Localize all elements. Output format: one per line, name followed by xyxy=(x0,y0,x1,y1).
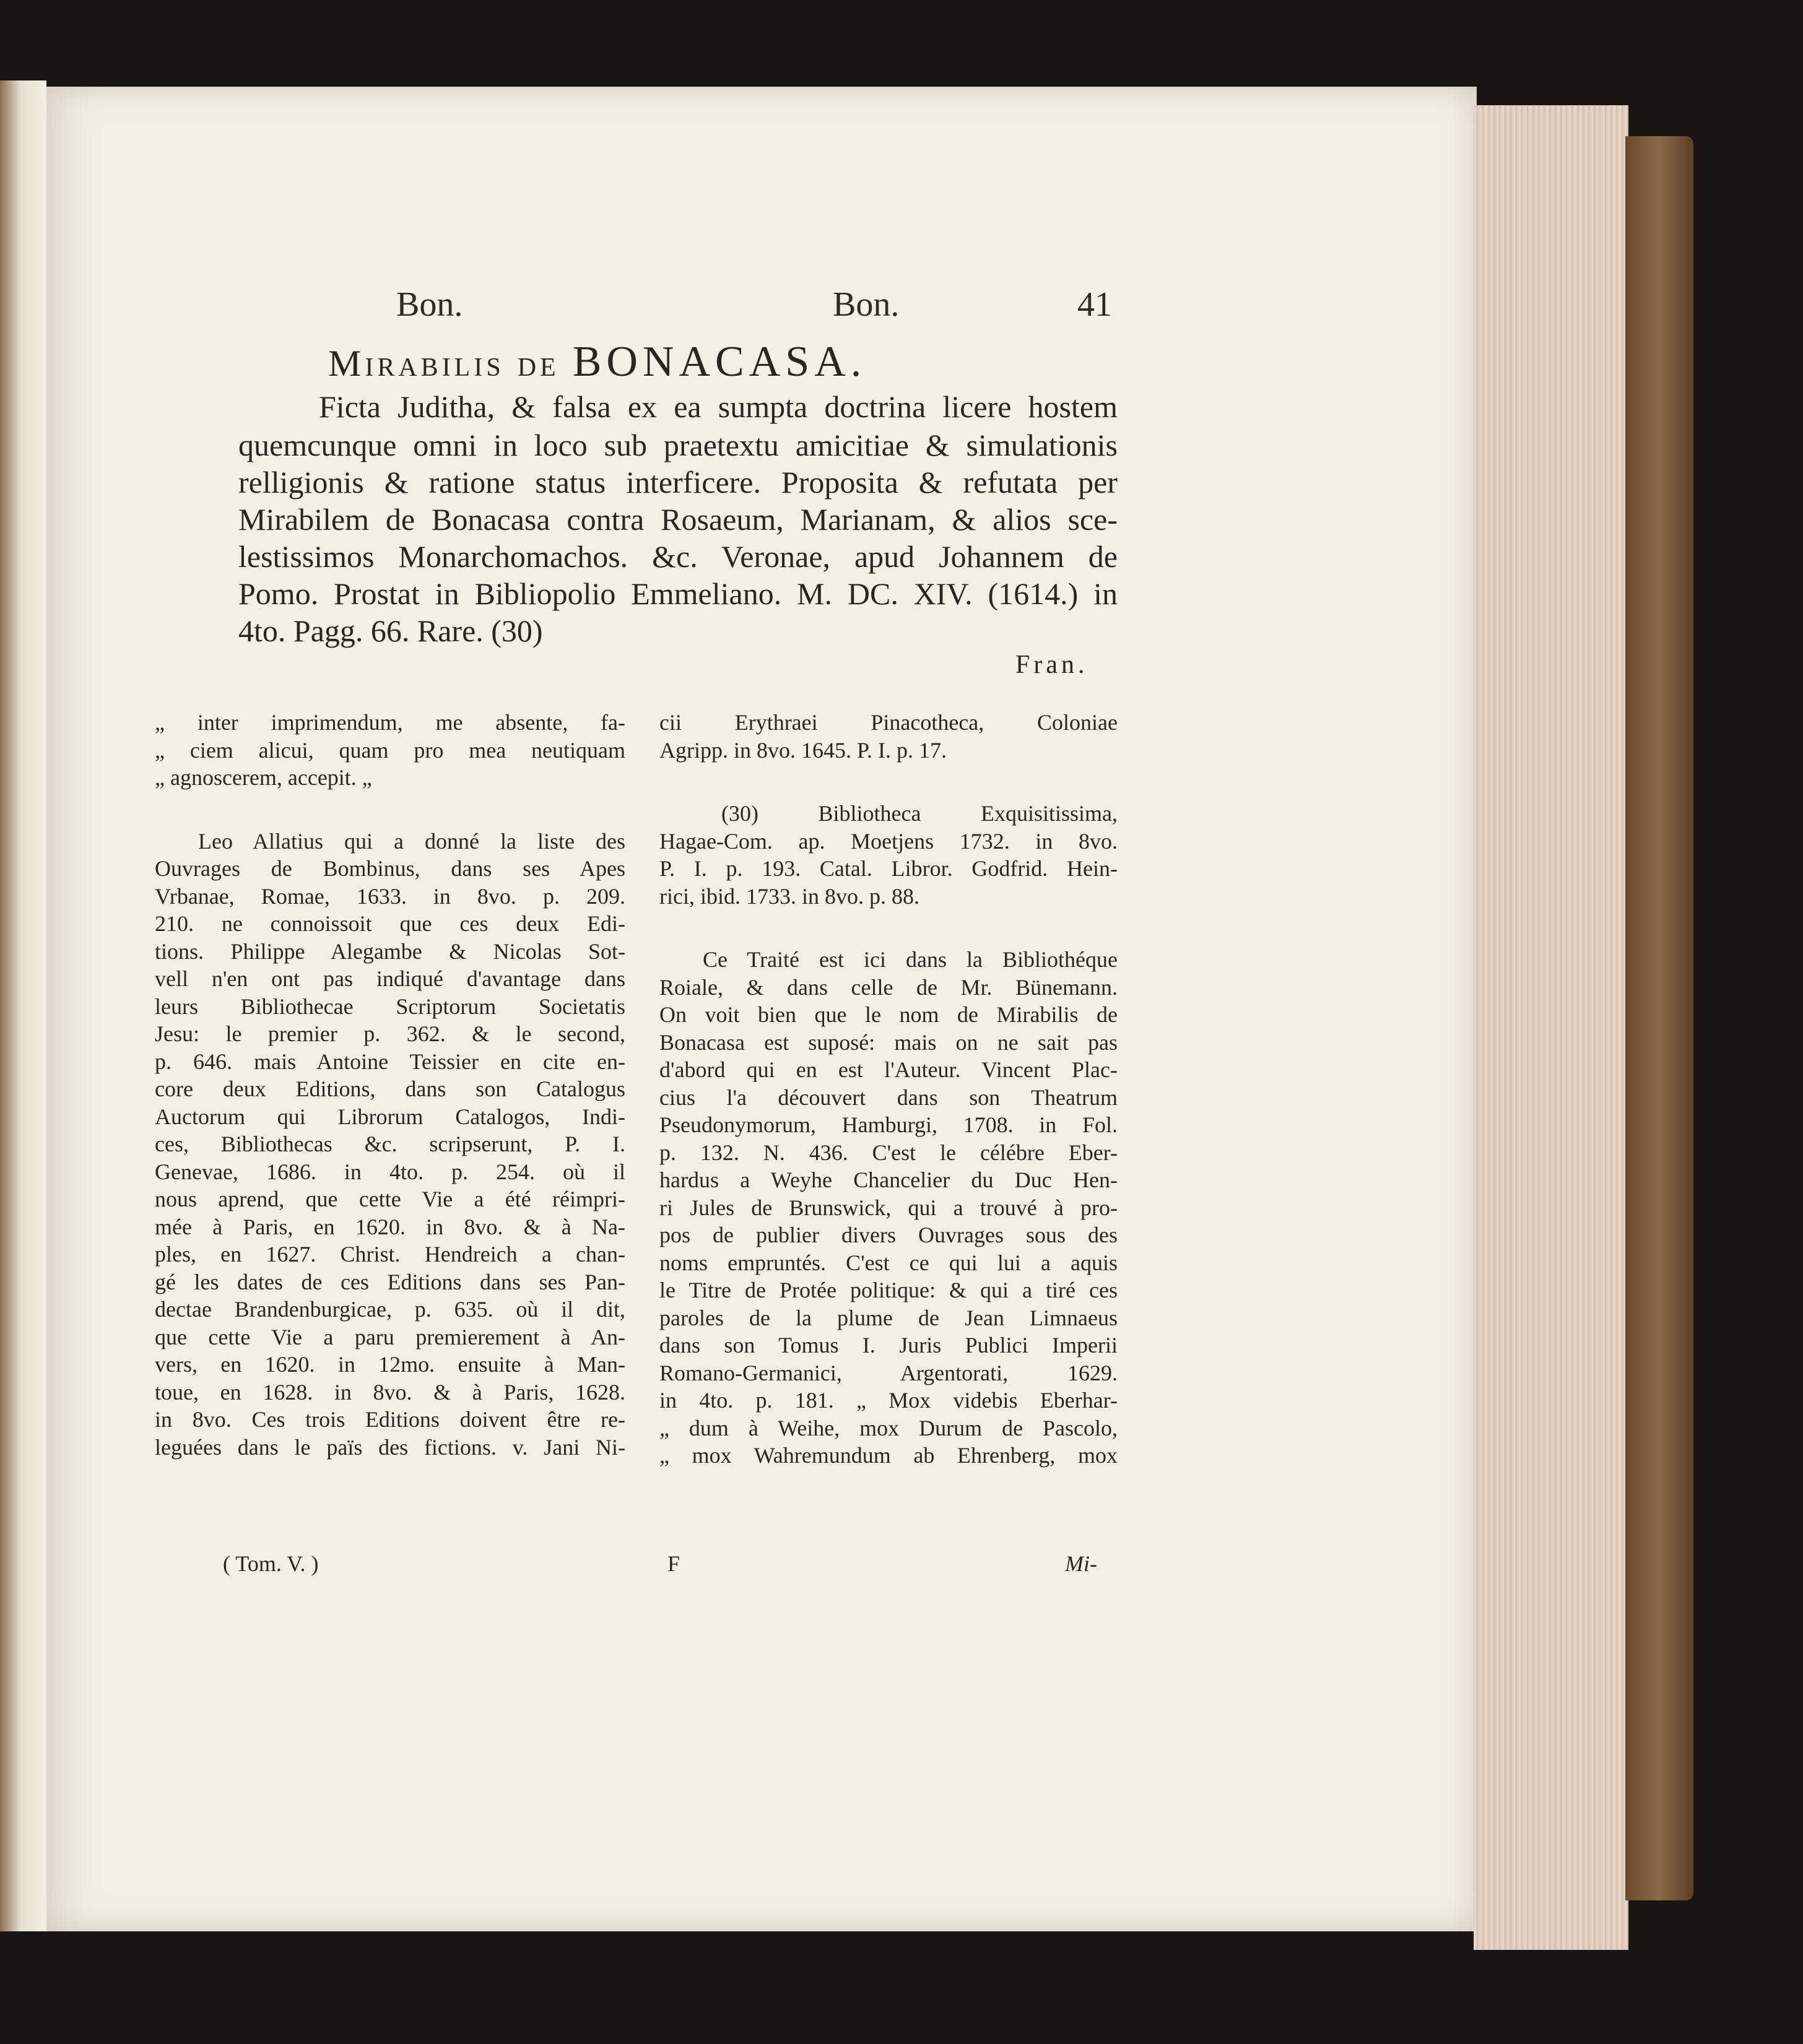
continued-line: Agripp. in 8vo. 1645. P. I. p. 17. xyxy=(659,737,947,763)
body-line: Vrbanae, Romae, 1633. in 8vo. p. 209. xyxy=(155,883,625,909)
quote-line: „ agnoscerem, accepit. „ xyxy=(155,765,372,790)
footnote-30-line: (30) Bibliotheca Exquisitissima, xyxy=(721,801,1118,826)
entry-title xyxy=(328,337,866,387)
main-paragraph-line: Ficta Juditha, & falsa ex ea sumpta doctrina licere hostem xyxy=(319,389,1118,424)
body-line: in 8vo. Ces trois Editions doivent être re- xyxy=(155,1407,625,1432)
body-line: nous aprend, que cette Vie a été réimpri- xyxy=(155,1187,625,1211)
catchword-top: Fran. xyxy=(1015,651,1088,679)
title-bonacasa: BONACASA. xyxy=(572,338,867,386)
body-line: Auctorum qui Librorum Catalogos, Indi- xyxy=(155,1104,625,1129)
facing-page-edge xyxy=(0,80,46,1931)
footnote-30-line: Hagae-Com. ap. Moetjens 1732. in 8vo. xyxy=(659,828,1118,854)
body-line: vers, en 1620. in 12mo. ensuite à Man- xyxy=(155,1352,625,1377)
body-line: in 4to. p. 181. „ Mox videbis Eberhar- xyxy=(659,1388,1118,1413)
catchword-bottom: Mi- xyxy=(1065,1551,1097,1576)
body-line: Bonacasa est suposé: mais on ne sait pas xyxy=(659,1029,1118,1055)
page-block-edges xyxy=(1474,105,1628,1950)
body-line: ples, en 1627. Christ. Hendreich a chan- xyxy=(155,1242,625,1267)
right-column xyxy=(659,709,1118,1470)
main-paragraph-line: quemcunque omni in loco sub praetextu amicitiae & simulationis xyxy=(238,428,1118,462)
body-line: dectae Brandenburgicae, p. 635. où il dit, xyxy=(155,1297,625,1322)
quote-line: „ inter imprimendum, me absente, fa- xyxy=(155,710,625,735)
body-line: le Titre de Protée politique: & qui a tiré ces xyxy=(659,1278,1118,1302)
signature-mark: F xyxy=(667,1551,680,1576)
body-line: Leo Allatius qui a donné la liste des xyxy=(198,828,625,854)
main-paragraph-line: 4to. Pagg. 66. Rare. (30) xyxy=(238,613,543,648)
running-header-center: Bon. xyxy=(833,285,900,324)
body-line: „ mox Wahremundum ab Ehrenberg, mox xyxy=(659,1443,1118,1468)
main-paragraph-line: Mirabilem de Bonacasa contra Rosaeum, Marianam, & alios sce- xyxy=(238,502,1118,537)
page-number: 41 xyxy=(1077,285,1112,324)
body-line: d'abord qui en est l'Auteur. Vincent Plac- xyxy=(659,1057,1118,1082)
body-line: 210. ne connoissoit que ces deux Edi- xyxy=(155,911,625,936)
body-line: que cette Vie a paru premierement à An- xyxy=(155,1324,625,1349)
body-line: On voit bien que le nom de Mirabilis de xyxy=(659,1002,1118,1027)
body-line: mée à Paris, en 1620. in 8vo. & à Na- xyxy=(155,1214,625,1239)
body-line: paroles de la plume de Jean Limnaeus xyxy=(659,1305,1118,1330)
main-paragraph-line: lestissimos Monarchomachos. &c. Veronae, apud Johannem de xyxy=(238,539,1118,574)
running-header-left: Bon. xyxy=(396,285,463,324)
body-line: noms empruntés. C'est ce qui lui a aquis xyxy=(659,1250,1118,1275)
book-cover-edge xyxy=(1625,136,1693,1900)
quote-line: „ ciem alicui, quam pro mea neutiquam xyxy=(155,737,625,763)
body-line: vell n'en ont pas indiqué d'avantage dans xyxy=(155,966,625,991)
footnote-30-line: P. I. p. 193. Catal. Libror. Godfrid. Hein- xyxy=(659,856,1118,881)
main-paragraph-line: relligionis & ratione status interficere. Proposita & refutata per xyxy=(238,465,1118,500)
body-line: p. 132. N. 436. C'est le célébre Eber- xyxy=(659,1140,1118,1165)
title-de: de xyxy=(517,343,560,384)
body-line: cius l'a découvert dans son Theatrum xyxy=(659,1085,1118,1110)
body-line: Ce Traité est ici dans la Bibliothéque xyxy=(703,947,1118,972)
footnote-30-line: rici, ibid. 1733. in 8vo. p. 88. xyxy=(659,883,919,909)
body-line: Genevae, 1686. in 4to. p. 254. où il xyxy=(155,1159,625,1184)
body-line: leurs Bibliothecae Scriptorum Societatis xyxy=(155,994,625,1019)
body-line: Ouvrages de Bombinus, dans ses Apes xyxy=(155,856,625,881)
body-line: Romano-Germanici, Argentorati, 1629. xyxy=(659,1360,1118,1385)
body-line: dans son Tomus I. Juris Publici Imperii xyxy=(659,1333,1118,1358)
body-line: leguées dans le païs des fictions. v. Jani Ni- xyxy=(155,1434,625,1460)
main-paragraph-line: Pomo. Prostat in Bibliopolio Emmeliano. M. DC. XIV. (1614.) in xyxy=(238,576,1118,611)
body-line: toue, en 1628. in 8vo. & à Paris, 1628. xyxy=(155,1379,625,1405)
body-line: tions. Philippe Alegambe & Nicolas Sot- xyxy=(155,938,625,964)
body-line: ri Jules de Brunswick, qui a trouvé à pro- xyxy=(659,1195,1118,1220)
body-line: pos de publier divers Ouvrages sous des xyxy=(659,1223,1118,1247)
continued-line: cii Erythraei Pinacotheca, Coloniae xyxy=(659,710,1118,735)
body-line: Roiale, & dans celle de Mr. Bünemann. xyxy=(659,974,1118,1000)
body-line: p. 646. mais Antoine Teissier en cite en- xyxy=(155,1049,625,1074)
title-mirabilis: Mirabilis xyxy=(328,343,505,384)
body-line: hardus a Weyhe Chancelier du Duc Hen- xyxy=(659,1167,1118,1192)
body-line: gé les dates de ces Editions dans ses Pan- xyxy=(155,1269,625,1294)
body-line: „ dum à Weihe, mox Durum de Pascolo, xyxy=(659,1415,1118,1440)
body-line: Pseudonymorum, Hamburgi, 1708. in Fol. xyxy=(659,1112,1118,1137)
body-line: ces, Bibliothecas &c. scripserunt, P. I. xyxy=(155,1132,625,1156)
volume-footer: ( Tom. V. ) xyxy=(223,1551,319,1576)
body-line: core deux Editions, dans son Catalogus xyxy=(155,1076,625,1101)
left-column xyxy=(155,709,625,1461)
body-line: Jesu: le premier p. 362. & le second, xyxy=(155,1021,625,1046)
